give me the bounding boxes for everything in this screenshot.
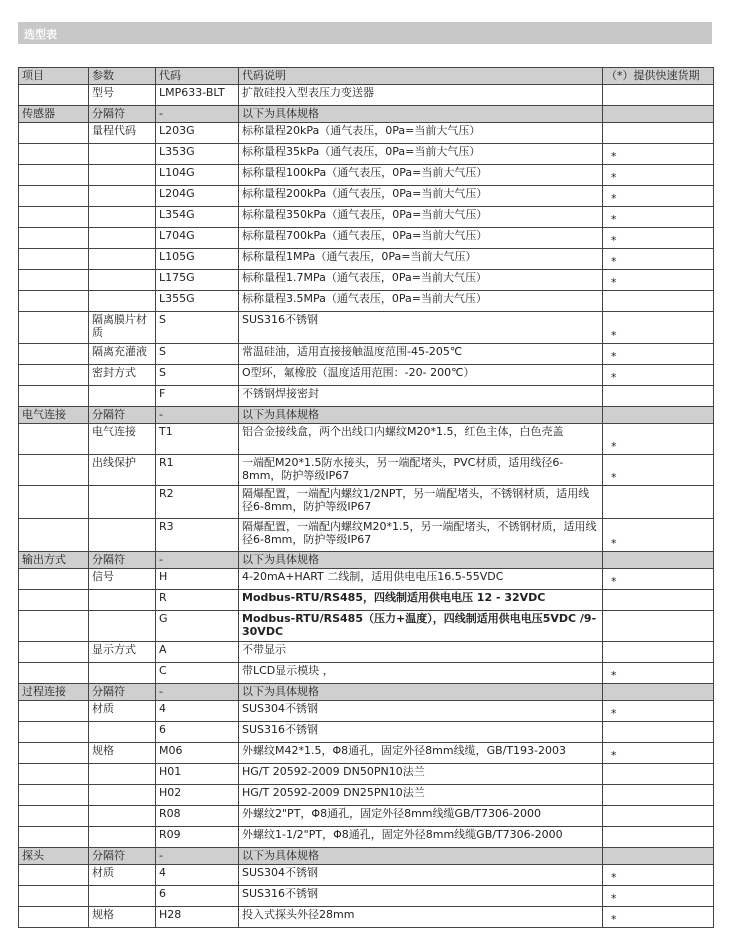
cell-item bbox=[19, 701, 89, 722]
cell-item bbox=[19, 424, 89, 455]
cell-code: L105G bbox=[156, 249, 239, 270]
cell-code: R1 bbox=[156, 455, 239, 486]
cell-param bbox=[89, 827, 156, 848]
cell-item bbox=[19, 455, 89, 486]
table-row bbox=[19, 365, 714, 386]
cell-desc: 以下为具体规格 bbox=[239, 848, 603, 865]
table-row bbox=[19, 85, 714, 106]
cell-item bbox=[19, 865, 89, 886]
cell-fast-mark bbox=[603, 684, 714, 701]
cell-item: 输出方式 bbox=[19, 552, 89, 569]
cell-code: L204G bbox=[156, 186, 239, 207]
table-row bbox=[19, 663, 714, 684]
cell-code: A bbox=[156, 642, 239, 663]
table-row bbox=[19, 165, 714, 186]
cell-code: S bbox=[156, 312, 239, 344]
cell-item: 探头 bbox=[19, 848, 89, 865]
cell-item bbox=[19, 722, 89, 743]
cell-code: L353G bbox=[156, 144, 239, 165]
cell-param: 规格 bbox=[89, 743, 156, 764]
cell-item bbox=[19, 165, 89, 186]
cell-item bbox=[19, 642, 89, 663]
cell-item bbox=[19, 186, 89, 207]
cell-fast-mark: * bbox=[603, 249, 714, 270]
cell-code: L704G bbox=[156, 228, 239, 249]
cell-desc: 标称量程3.5MPa（通气表压，0Pa=当前大气压） bbox=[239, 291, 603, 312]
cell-code: C bbox=[156, 663, 239, 684]
table-row bbox=[19, 701, 714, 722]
table-row bbox=[19, 569, 714, 590]
cell-item bbox=[19, 144, 89, 165]
cell-fast-mark bbox=[603, 785, 714, 806]
cell-item bbox=[19, 207, 89, 228]
cell-param bbox=[89, 519, 156, 552]
cell-item bbox=[19, 85, 89, 106]
cell-param bbox=[89, 228, 156, 249]
cell-item bbox=[19, 590, 89, 611]
cell-desc: 隔爆配置，一端配内螺纹1/2NPT，另一端配堵头，不锈钢材质，适用线径6-8mm，防护等级IP67 bbox=[239, 486, 603, 519]
cell-fast-mark: * bbox=[603, 865, 714, 886]
cell-fast-mark bbox=[603, 764, 714, 785]
cell-fast-mark bbox=[603, 722, 714, 743]
cell-item bbox=[19, 743, 89, 764]
cell-param bbox=[89, 270, 156, 291]
cell-item bbox=[19, 569, 89, 590]
cell-fast-mark: * bbox=[603, 270, 714, 291]
cell-fast-mark: * bbox=[603, 424, 714, 455]
table-row bbox=[19, 228, 714, 249]
cell-code: 6 bbox=[156, 886, 239, 907]
cell-fast-mark: * bbox=[603, 344, 714, 365]
cell-param bbox=[89, 249, 156, 270]
table-row bbox=[19, 407, 714, 424]
cell-desc: 带LCD显示模块 ， bbox=[239, 663, 603, 684]
cell-desc: 以下为具体规格 bbox=[239, 552, 603, 569]
cell-code: H28 bbox=[156, 907, 239, 928]
cell-desc: 标称量程700kPa（通气表压，0Pa=当前大气压） bbox=[239, 228, 603, 249]
cell-code: R09 bbox=[156, 827, 239, 848]
table-row bbox=[19, 344, 714, 365]
cell-item: 过程连接 bbox=[19, 684, 89, 701]
cell-desc: 外螺纹M42*1.5，Φ8通孔，固定外径8mm线缆，GB/T193-2003 bbox=[239, 743, 603, 764]
cell-code: L355G bbox=[156, 291, 239, 312]
header-code: 代码 bbox=[156, 68, 239, 85]
table-row bbox=[19, 291, 714, 312]
cell-code: L175G bbox=[156, 270, 239, 291]
cell-code: R bbox=[156, 590, 239, 611]
section-title-bar bbox=[18, 22, 712, 44]
cell-param: 分隔符 bbox=[89, 552, 156, 569]
cell-code: L104G bbox=[156, 165, 239, 186]
cell-fast-mark bbox=[603, 806, 714, 827]
cell-param: 材质 bbox=[89, 865, 156, 886]
cell-code: G bbox=[156, 611, 239, 642]
cell-fast-mark: * bbox=[603, 663, 714, 684]
cell-item bbox=[19, 386, 89, 407]
cell-desc: SUS316不锈钢 bbox=[239, 312, 603, 344]
cell-param: 规格 bbox=[89, 907, 156, 928]
cell-param: 分隔符 bbox=[89, 848, 156, 865]
cell-param bbox=[89, 886, 156, 907]
cell-code: R2 bbox=[156, 486, 239, 519]
cell-param: 显示方式 bbox=[89, 642, 156, 663]
cell-param bbox=[89, 144, 156, 165]
table-row bbox=[19, 207, 714, 228]
cell-fast-mark bbox=[603, 486, 714, 519]
cell-fast-mark: * bbox=[603, 569, 714, 590]
table-row bbox=[19, 455, 714, 486]
table-row bbox=[19, 684, 714, 701]
table-row bbox=[19, 611, 714, 642]
cell-item bbox=[19, 365, 89, 386]
cell-param: 量程代码 bbox=[89, 123, 156, 144]
table-row bbox=[19, 424, 714, 455]
cell-param bbox=[89, 207, 156, 228]
cell-item: 电气连接 bbox=[19, 407, 89, 424]
cell-item bbox=[19, 827, 89, 848]
cell-param bbox=[89, 806, 156, 827]
table-row bbox=[19, 806, 714, 827]
cell-desc: 不锈钢焊接密封 bbox=[239, 386, 603, 407]
cell-fast-mark: * bbox=[603, 455, 714, 486]
table-header-row bbox=[19, 68, 714, 85]
cell-desc: O型环，氟橡胶（温度适用范围：-20- 200℃） bbox=[239, 365, 603, 386]
cell-desc: SUS304不锈钢 bbox=[239, 865, 603, 886]
cell-desc: 标称量程1MPa（通气表压，0Pa=当前大气压） bbox=[239, 249, 603, 270]
cell-code: - bbox=[156, 552, 239, 569]
table-row bbox=[19, 270, 714, 291]
cell-fast-mark: * bbox=[603, 165, 714, 186]
cell-fast-mark: * bbox=[603, 886, 714, 907]
cell-item bbox=[19, 785, 89, 806]
cell-fast-mark: * bbox=[603, 519, 714, 552]
cell-fast-mark bbox=[603, 552, 714, 569]
cell-item bbox=[19, 486, 89, 519]
cell-param bbox=[89, 486, 156, 519]
cell-param: 隔离充灌液 bbox=[89, 344, 156, 365]
cell-desc: 以下为具体规格 bbox=[239, 684, 603, 701]
table-row bbox=[19, 552, 714, 569]
cell-desc: 外螺纹2"PT，Φ8通孔，固定外径8mm线缆GB/T7306-2000 bbox=[239, 806, 603, 827]
cell-fast-mark bbox=[603, 848, 714, 865]
table-row bbox=[19, 486, 714, 519]
cell-desc: SUS316不锈钢 bbox=[239, 886, 603, 907]
header-fast-delivery: （*）提供快速货期 bbox=[603, 68, 714, 85]
cell-item bbox=[19, 249, 89, 270]
cell-desc: SUS304不锈钢 bbox=[239, 701, 603, 722]
cell-item bbox=[19, 344, 89, 365]
cell-code: M06 bbox=[156, 743, 239, 764]
cell-desc: 以下为具体规格 bbox=[239, 106, 603, 123]
table-row bbox=[19, 907, 714, 928]
cell-desc: 铝合金接线盒，两个出线口内螺纹M20*1.5，红色主体，白色壳盖 bbox=[239, 424, 603, 455]
cell-code: LMP633-BLT bbox=[156, 85, 239, 106]
cell-code: H02 bbox=[156, 785, 239, 806]
cell-item bbox=[19, 806, 89, 827]
table-row bbox=[19, 144, 714, 165]
cell-desc: 投入式探头外径28mm bbox=[239, 907, 603, 928]
cell-desc: 常温硅油，适用直接接触温度范围-45-205℃ bbox=[239, 344, 603, 365]
table-row bbox=[19, 106, 714, 123]
table-row bbox=[19, 590, 714, 611]
cell-item: 传感器 bbox=[19, 106, 89, 123]
cell-param: 隔离膜片材质 bbox=[89, 312, 156, 344]
cell-fast-mark: * bbox=[603, 312, 714, 344]
cell-fast-mark bbox=[603, 611, 714, 642]
cell-param: 信号 bbox=[89, 569, 156, 590]
cell-code: 4 bbox=[156, 865, 239, 886]
cell-item bbox=[19, 663, 89, 684]
cell-code: - bbox=[156, 106, 239, 123]
cell-code: 4 bbox=[156, 701, 239, 722]
cell-item bbox=[19, 270, 89, 291]
cell-item bbox=[19, 291, 89, 312]
cell-param bbox=[89, 611, 156, 642]
header-param: 参数 bbox=[89, 68, 156, 85]
cell-fast-mark: * bbox=[603, 365, 714, 386]
cell-fast-mark bbox=[603, 642, 714, 663]
cell-param: 电气连接 bbox=[89, 424, 156, 455]
cell-fast-mark: * bbox=[603, 743, 714, 764]
cell-item bbox=[19, 764, 89, 785]
table-row bbox=[19, 312, 714, 344]
cell-fast-mark bbox=[603, 407, 714, 424]
table-row bbox=[19, 886, 714, 907]
cell-desc: 隔爆配置，一端配内螺纹M20*1.5，另一端配堵头，不锈钢材质，适用线径6-8mm，防护等级IP67 bbox=[239, 519, 603, 552]
header-item: 项目 bbox=[19, 68, 89, 85]
table-row bbox=[19, 249, 714, 270]
table-row bbox=[19, 743, 714, 764]
cell-code: H bbox=[156, 569, 239, 590]
cell-code: - bbox=[156, 848, 239, 865]
cell-fast-mark bbox=[603, 827, 714, 848]
table-row bbox=[19, 519, 714, 552]
cell-fast-mark bbox=[603, 123, 714, 144]
cell-param bbox=[89, 663, 156, 684]
table-row bbox=[19, 827, 714, 848]
cell-param: 出线保护 bbox=[89, 455, 156, 486]
cell-param bbox=[89, 722, 156, 743]
cell-param bbox=[89, 764, 156, 785]
section-title: 选型表 bbox=[24, 28, 57, 41]
cell-item bbox=[19, 611, 89, 642]
table-row bbox=[19, 722, 714, 743]
cell-fast-mark bbox=[603, 386, 714, 407]
cell-fast-mark: * bbox=[603, 701, 714, 722]
cell-code: S bbox=[156, 344, 239, 365]
table-row bbox=[19, 785, 714, 806]
cell-item bbox=[19, 123, 89, 144]
cell-fast-mark bbox=[603, 590, 714, 611]
table-row bbox=[19, 123, 714, 144]
cell-fast-mark: * bbox=[603, 228, 714, 249]
cell-desc: Modbus-RTU/RS485（压力+温度），四线制适用供电电压5VDC /9-30VDC bbox=[239, 611, 603, 642]
cell-param: 分隔符 bbox=[89, 106, 156, 123]
cell-desc: 标称量程200kPa（通气表压，0Pa=当前大气压） bbox=[239, 186, 603, 207]
cell-desc: 4-20mA+HART 二线制，适用供电电压16.5-55VDC bbox=[239, 569, 603, 590]
cell-code: F bbox=[156, 386, 239, 407]
cell-fast-mark bbox=[603, 106, 714, 123]
cell-desc: 一端配M20*1.5防水接头，另一端配堵头，PVC材质，适用线径6-8mm，防护等级IP67 bbox=[239, 455, 603, 486]
cell-param: 材质 bbox=[89, 701, 156, 722]
cell-item bbox=[19, 519, 89, 552]
cell-desc: 扩散硅投入型表压力变送器 bbox=[239, 85, 603, 106]
cell-code: H01 bbox=[156, 764, 239, 785]
header-desc: 代码说明 bbox=[239, 68, 603, 85]
selection-table bbox=[18, 67, 714, 928]
cell-desc: SUS316不锈钢 bbox=[239, 722, 603, 743]
cell-desc: HG/T 20592-2009 DN25PN10法兰 bbox=[239, 785, 603, 806]
cell-param bbox=[89, 386, 156, 407]
cell-desc: 不带显示 bbox=[239, 642, 603, 663]
cell-param: 分隔符 bbox=[89, 407, 156, 424]
cell-item bbox=[19, 886, 89, 907]
cell-fast-mark: * bbox=[603, 907, 714, 928]
cell-code: R08 bbox=[156, 806, 239, 827]
table-row bbox=[19, 865, 714, 886]
cell-param bbox=[89, 186, 156, 207]
cell-param bbox=[89, 291, 156, 312]
cell-code: R3 bbox=[156, 519, 239, 552]
cell-param bbox=[89, 590, 156, 611]
cell-code: - bbox=[156, 684, 239, 701]
cell-desc: 标称量程1.7MPa（通气表压，0Pa=当前大气压） bbox=[239, 270, 603, 291]
table-row bbox=[19, 848, 714, 865]
cell-desc: 标称量程20kPa（通气表压，0Pa=当前大气压） bbox=[239, 123, 603, 144]
cell-item bbox=[19, 312, 89, 344]
cell-param bbox=[89, 785, 156, 806]
table-row bbox=[19, 764, 714, 785]
cell-code: 6 bbox=[156, 722, 239, 743]
cell-desc: 以下为具体规格 bbox=[239, 407, 603, 424]
cell-param: 密封方式 bbox=[89, 365, 156, 386]
cell-desc: 标称量程35kPa（通气表压，0Pa=当前大气压） bbox=[239, 144, 603, 165]
cell-item bbox=[19, 907, 89, 928]
cell-param: 型号 bbox=[89, 85, 156, 106]
cell-fast-mark bbox=[603, 85, 714, 106]
cell-code: - bbox=[156, 407, 239, 424]
cell-desc: Modbus-RTU/RS485，四线制适用供电电压 12 - 32VDC bbox=[239, 590, 603, 611]
table-row bbox=[19, 386, 714, 407]
cell-param: 分隔符 bbox=[89, 684, 156, 701]
cell-code: L354G bbox=[156, 207, 239, 228]
cell-param bbox=[89, 165, 156, 186]
cell-fast-mark: * bbox=[603, 186, 714, 207]
cell-fast-mark: * bbox=[603, 144, 714, 165]
cell-desc: 标称量程350kPa（通气表压，0Pa=当前大气压） bbox=[239, 207, 603, 228]
cell-desc: HG/T 20592-2009 DN50PN10法兰 bbox=[239, 764, 603, 785]
cell-code: S bbox=[156, 365, 239, 386]
cell-item bbox=[19, 228, 89, 249]
cell-desc: 标称量程100kPa（通气表压，0Pa=当前大气压） bbox=[239, 165, 603, 186]
cell-code: L203G bbox=[156, 123, 239, 144]
cell-code: T1 bbox=[156, 424, 239, 455]
cell-fast-mark: * bbox=[603, 207, 714, 228]
cell-desc: 外螺纹1-1/2"PT，Φ8通孔，固定外径8mm线缆GB/T7306-2000 bbox=[239, 827, 603, 848]
cell-fast-mark bbox=[603, 291, 714, 312]
table-row bbox=[19, 186, 714, 207]
table-row bbox=[19, 642, 714, 663]
